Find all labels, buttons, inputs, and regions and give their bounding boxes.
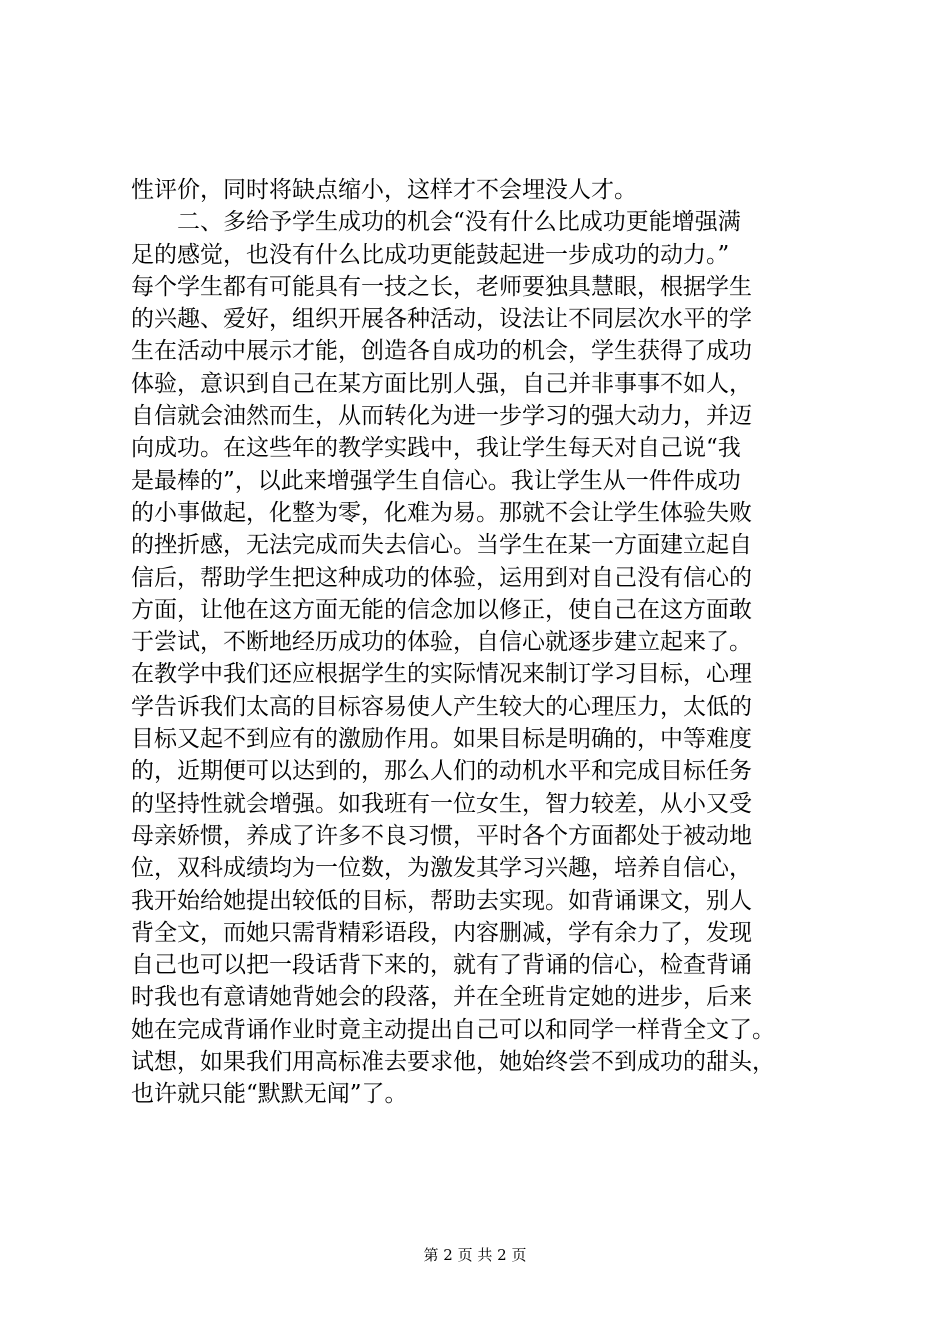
text-line: 于尝试，不断地经历成功的体验，自信心就逐步建立起来了。	[131, 629, 752, 656]
text-line: 向成功。在这些年的教学实践中，我让学生每天对自己说“我	[131, 435, 741, 462]
text-line: 是最棒的”，以此来增强学生自信心。我让学生从一件件成功	[131, 467, 741, 494]
text-line: 足的感觉，也没有什么比成功更能鼓起进一步成功的动力。”	[131, 241, 730, 268]
text-line: 的坚持性就会增强。如我班有一位女生，智力较差，从小又受	[131, 790, 752, 817]
text-line: 方面，让他在这方面无能的信念加以修正，使自己在这方面敢	[131, 596, 752, 623]
text-line: 的，近期便可以达到的，那么人们的动机水平和完成目标任务	[131, 758, 752, 785]
text-line: 学告诉我们太高的目标容易使人产生较大的心理压力，太低的	[131, 693, 752, 720]
text-line: 试想，如果我们用高标准去要求他，她始终尝不到成功的甜头，	[131, 1049, 775, 1076]
text-line: 位，双科成绩均为一位数，为激发其学习兴趣，培养自信心，	[131, 855, 752, 882]
document-body	[131, 174, 831, 1111]
text-line: 的挫折感，无法完成而失去信心。当学生在某一方面建立起自	[131, 532, 752, 559]
text-line: 的小事做起，化整为零，化难为易。那就不会让学生体验失败	[131, 499, 752, 526]
text-line: 自信就会油然而生，从而转化为进一步学习的强大动力，并迈	[131, 403, 752, 430]
text-line: 生在活动中展示才能，创造各自成功的机会，学生获得了成功	[131, 338, 752, 365]
text-line: 背全文，而她只需背精彩语段，内容删减，学有余力了，发现	[131, 919, 752, 946]
text-line: 自己也可以把一段话背下来的，就有了背诵的信心，检查背诵	[131, 952, 752, 979]
text-line: 体验，意识到自己在某方面比别人强，自己并非事事不如人，	[131, 370, 752, 397]
text-line: 她在完成背诵作业时竟主动提出自己可以和同学一样背全文了。	[131, 1016, 775, 1043]
text-line: 也许就只能“默默无闻”了。	[131, 1081, 408, 1108]
text-line: 目标又起不到应有的激励作用。如果目标是明确的，中等难度	[131, 726, 752, 753]
text-line: 性评价，同时将缺点缩小，这样才不会埋没人才。	[131, 177, 637, 203]
text-line: 每个学生都有可能具有一技之长，老师要独具慧眼，根据学生	[131, 273, 752, 300]
text-line: 二、多给予学生成功的机会“没有什么比成功更能增强满	[131, 209, 741, 236]
text-line: 我开始给她提出较低的目标，帮助去实现。如背诵课文，别人	[131, 887, 752, 914]
text-line: 信后，帮助学生把这种成功的体验，运用到对自己没有信心的	[131, 564, 752, 591]
text-line: 母亲娇惯，养成了许多不良习惯，平时各个方面都处于被动地	[131, 822, 752, 849]
text-line: 的兴趣、爱好，组织开展各种活动，设法让不同层次水平的学	[131, 306, 752, 333]
text-line: 在教学中我们还应根据学生的实际情况来制订学习目标，心理	[131, 661, 752, 688]
text-line: 时我也有意请她背她会的段落，并在全班肯定她的进步，后来	[131, 984, 752, 1011]
page-footer: 第 2 页 共 2 页	[423, 1246, 527, 1264]
